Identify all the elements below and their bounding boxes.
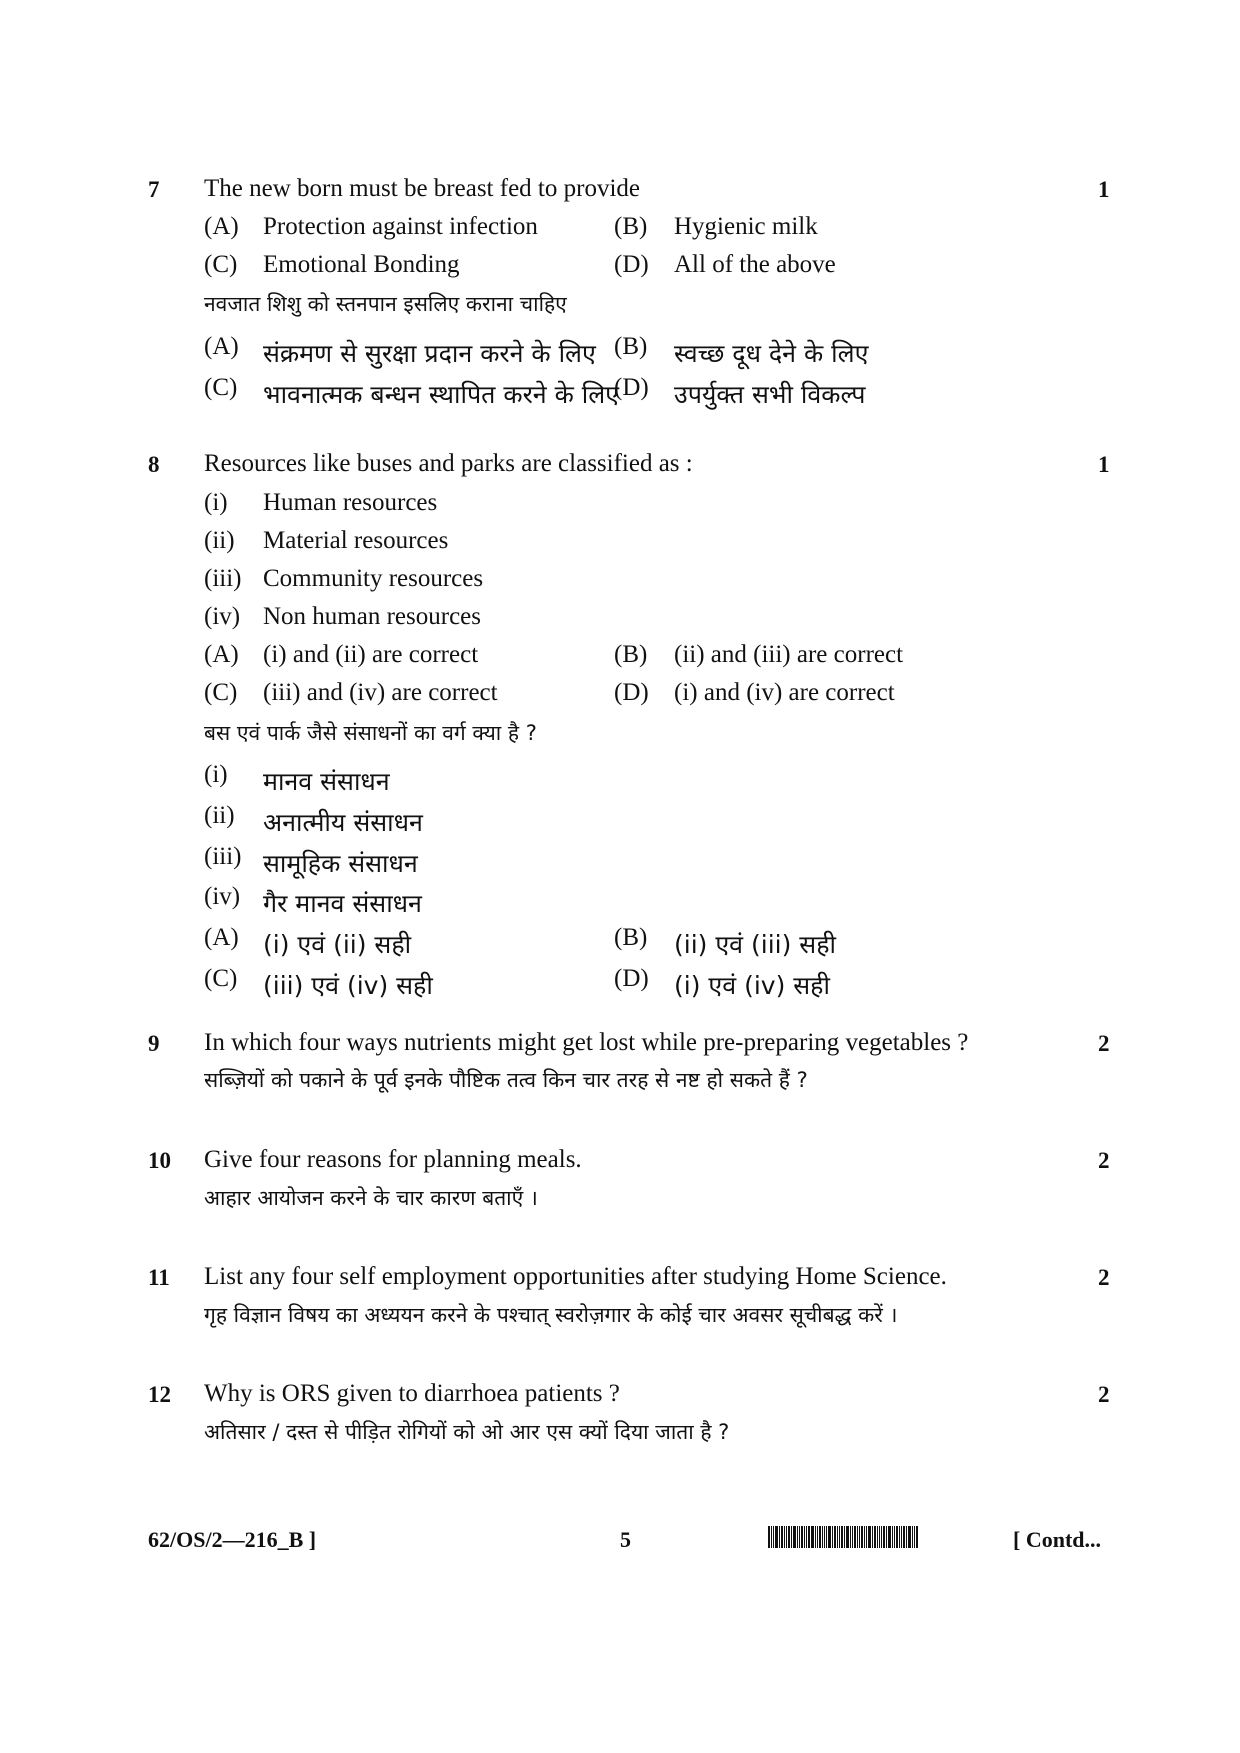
question-text-en: List any four self employment opportunities after studying Home Science. <box>204 1263 947 1290</box>
barcode-stripe <box>857 1526 858 1548</box>
option-label: (C) <box>204 374 238 401</box>
option-label: (D) <box>614 251 649 278</box>
option-text: (iii) and (iv) are correct <box>263 679 498 706</box>
option-label: (B) <box>614 924 648 951</box>
barcode-stripe <box>824 1526 825 1548</box>
barcode-stripe <box>903 1526 905 1548</box>
barcode-stripe <box>793 1526 796 1548</box>
question-number: 8 <box>148 452 160 477</box>
barcode-stripe <box>883 1526 885 1548</box>
barcode-stripe <box>852 1526 853 1548</box>
barcode-stripe <box>877 1526 878 1548</box>
question-text-hi: आहार आयोजन करने के चार कारण बताएँ । <box>204 1186 538 1210</box>
question-marks: 1 <box>1098 177 1110 202</box>
question-text-en: Give four reasons for planning meals. <box>204 1146 582 1173</box>
barcode-stripe <box>892 1526 893 1548</box>
barcode-stripe <box>808 1526 810 1548</box>
question-text-hi: बस एवं पार्क जैसे संसाधनों का वर्ग क्या है ? <box>204 721 537 745</box>
item-label: (iii) <box>204 843 242 870</box>
barcode-stripe <box>864 1526 865 1548</box>
question-text-hi: सब्ज़ियों को पकाने के पूर्व इनके पौष्टिक तत्व किन चार तरह से नष्ट हो सकते हैं ? <box>204 1068 808 1092</box>
question-number: 11 <box>148 1265 170 1290</box>
item-text: Community resources <box>263 565 484 592</box>
barcode-stripe <box>916 1526 918 1548</box>
page-number: 5 <box>620 1527 631 1552</box>
barcode-stripe <box>872 1526 873 1548</box>
option-text: Protection against infection <box>263 213 538 240</box>
option-label: (A) <box>204 213 239 240</box>
option-text: (i) एवं (iv) सही <box>674 971 830 1000</box>
item-label: (i) <box>204 489 228 516</box>
option-text: Emotional Bonding <box>263 251 460 278</box>
barcode-stripe <box>866 1526 867 1548</box>
option-text: (iii) एवं (iv) सही <box>263 971 433 1000</box>
barcode-stripe <box>861 1526 863 1548</box>
item-text: Material resources <box>263 527 449 554</box>
option-text: (i) एवं (ii) सही <box>263 930 412 959</box>
question-marks: 2 <box>1098 1382 1110 1407</box>
barcode-stripe <box>811 1526 814 1548</box>
item-label: (i) <box>204 761 228 788</box>
barcode-stripe <box>784 1526 785 1548</box>
option-label: (B) <box>614 641 648 668</box>
option-text: उपर्युक्त सभी विकल्प <box>674 380 866 409</box>
barcode-stripe <box>771 1526 772 1548</box>
item-text: गैर मानव संसाधन <box>263 889 422 918</box>
barcode-stripe <box>797 1526 798 1548</box>
barcode-stripe <box>799 1526 800 1548</box>
question-number: 10 <box>148 1148 171 1173</box>
question-marks: 2 <box>1098 1265 1110 1290</box>
barcode-stripe <box>775 1526 778 1548</box>
barcode-stripe <box>791 1526 792 1548</box>
option-label: (A) <box>204 924 239 951</box>
barcode-stripe <box>806 1526 807 1548</box>
barcode-stripe <box>819 1526 821 1548</box>
barcode-stripe <box>822 1526 823 1548</box>
barcode-stripe <box>914 1526 915 1548</box>
barcode-stripe <box>879 1526 880 1548</box>
barcode-stripe <box>832 1526 833 1548</box>
question-number: 12 <box>148 1382 171 1407</box>
question-text-en: Resources like buses and parks are classified as : <box>204 450 693 477</box>
barcode-stripe <box>815 1526 816 1548</box>
option-label: (B) <box>614 333 648 360</box>
barcode-stripe <box>817 1526 818 1548</box>
item-label: (ii) <box>204 527 235 554</box>
option-label: (D) <box>614 965 649 992</box>
option-label: (D) <box>614 374 649 401</box>
option-label: (A) <box>204 333 239 360</box>
item-label: (iv) <box>204 883 241 910</box>
question-text-hi: गृह विज्ञान विषय का अध्ययन करने के पश्चात् स्वरोज़गार के कोई चार अवसर सूचीबद्ध करें । <box>204 1303 898 1327</box>
barcode-stripe <box>841 1526 843 1548</box>
question-text-hi: अतिसार / दस्त से पीड़ित रोगियों को ओ आर एस क्यों दिया जाता है ? <box>204 1420 730 1444</box>
option-text: स्वच्छ दूध देने के लिए <box>674 339 869 368</box>
option-label: (C) <box>204 965 238 992</box>
question-number: 7 <box>148 177 160 202</box>
option-label: (D) <box>614 679 649 706</box>
barcode-stripe <box>894 1526 895 1548</box>
barcode-stripe <box>874 1526 876 1548</box>
option-label: (B) <box>614 213 648 240</box>
barcode-stripe <box>899 1526 900 1548</box>
question-number: 9 <box>148 1031 160 1056</box>
barcode-stripe <box>881 1526 882 1548</box>
barcode-stripe <box>901 1526 902 1548</box>
barcode-stripe <box>801 1526 803 1548</box>
option-text: (ii) एवं (iii) सही <box>674 930 836 959</box>
barcode-stripe <box>906 1526 907 1548</box>
barcode-stripe <box>804 1526 805 1548</box>
question-text-en: In which four ways nutrients might get lost while pre-preparing vegetables ? <box>204 1029 969 1056</box>
barcode-stripe <box>837 1526 838 1548</box>
question-marks: 1 <box>1098 452 1110 477</box>
item-text: अनात्मीय संसाधन <box>263 808 423 837</box>
barcode-stripe <box>826 1526 827 1548</box>
barcode-stripe <box>844 1526 845 1548</box>
barcode-stripe <box>846 1526 849 1548</box>
item-label: (iv) <box>204 603 241 630</box>
barcode-stripe <box>912 1526 913 1548</box>
item-text: Non human resources <box>263 603 481 630</box>
barcode-stripe <box>781 1526 783 1548</box>
barcode-stripe <box>859 1526 860 1548</box>
barcode-stripe <box>854 1526 856 1548</box>
option-text: (i) and (iv) are correct <box>674 679 895 706</box>
barcode-stripe <box>839 1526 840 1548</box>
barcode-stripe <box>896 1526 898 1548</box>
barcode-stripe <box>850 1526 851 1548</box>
item-text: मानव संसाधन <box>263 767 390 796</box>
question-marks: 2 <box>1098 1031 1110 1056</box>
barcode-stripe <box>868 1526 871 1548</box>
option-text: All of the above <box>674 251 836 278</box>
barcode-stripe <box>788 1526 790 1548</box>
paper-code: 62/OS/2—216_B ] <box>148 1527 317 1552</box>
barcode-stripe <box>828 1526 831 1548</box>
option-text: संक्रमण से सुरक्षा प्रदान करने के लिए <box>263 339 596 368</box>
question-marks: 2 <box>1098 1148 1110 1173</box>
item-text: Human resources <box>263 489 438 516</box>
barcode-stripe <box>886 1526 887 1548</box>
barcode-stripe <box>834 1526 836 1548</box>
option-label: (A) <box>204 641 239 668</box>
barcode-stripe <box>779 1526 780 1548</box>
question-text-en: Why is ORS given to diarrhoea patients ? <box>204 1380 620 1407</box>
barcode-stripe <box>786 1526 787 1548</box>
barcode-stripe <box>908 1526 911 1548</box>
barcode-stripe <box>888 1526 891 1548</box>
question-text-hi: नवजात शिशु को स्तनपान इसलिए कराना चाहिए <box>204 292 567 316</box>
barcode-stripe <box>773 1526 774 1548</box>
item-text: सामूहिक संसाधन <box>263 849 418 878</box>
item-label: (iii) <box>204 565 242 592</box>
continued-label: [ Contd... <box>1013 1527 1102 1552</box>
option-label: (C) <box>204 251 238 278</box>
option-text: (i) and (ii) are correct <box>263 641 479 668</box>
barcode-icon <box>768 1526 992 1548</box>
barcode-stripe <box>768 1526 770 1548</box>
option-text: (ii) and (iii) are correct <box>674 641 904 668</box>
question-text-en: The new born must be breast fed to provide <box>204 175 640 202</box>
option-text: Hygienic milk <box>674 213 818 240</box>
option-text: भावनात्मक बन्धन स्थापित करने के लिए <box>263 380 620 409</box>
item-label: (ii) <box>204 802 235 829</box>
option-label: (C) <box>204 679 238 706</box>
